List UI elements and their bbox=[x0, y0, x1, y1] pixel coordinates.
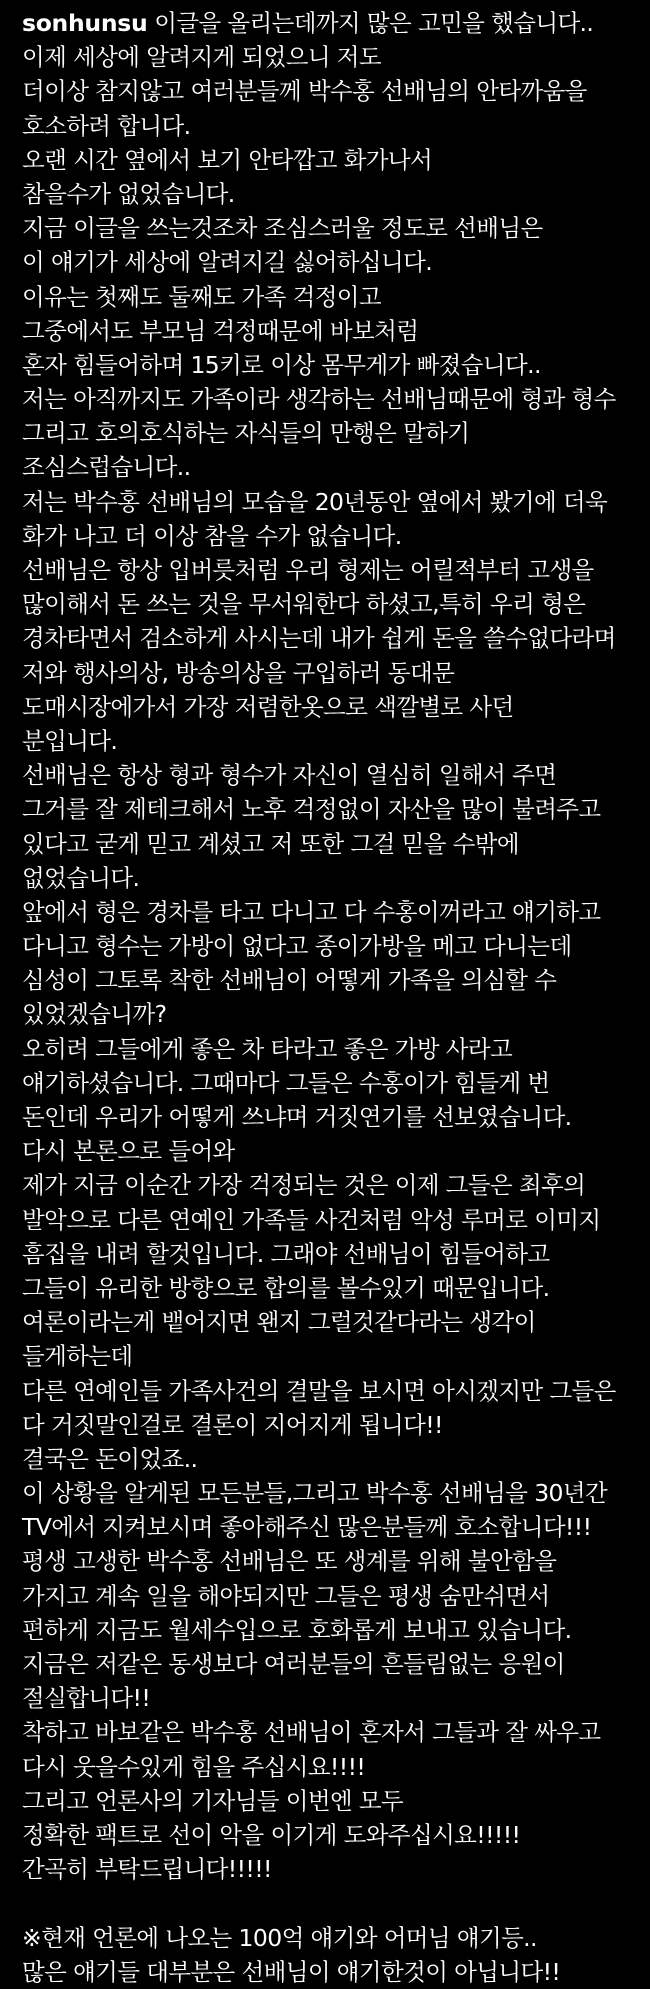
post-text-line: 평생 고생한 박수홍 선배님은 또 생계를 위해 불안함을 bbox=[22, 1547, 557, 1576]
post-text-line: 흠집을 내려 할것입니다. 그래야 선배님이 힘들어하고 bbox=[22, 1239, 550, 1268]
post-text-line: 화가 나고 더 이상 참을 수가 없습니다. bbox=[22, 521, 402, 550]
post-text-line: 경차타면서 검소하게 사시는데 내가 쉽게 돈을 쓸수없다라며 bbox=[22, 624, 616, 653]
post-text-line: 그중에서도 부모님 걱정때문에 바보처럼 bbox=[22, 316, 419, 345]
post-text-line: 조심스럽습니다.. bbox=[22, 453, 191, 482]
post-text-line: 다시 본론으로 들어와 bbox=[22, 1137, 235, 1166]
post-text-line: 앞에서 형은 경차를 타고 다니고 다 수홍이꺼라고 얘기하고 bbox=[22, 897, 601, 926]
post-text-line: 돈인데 우리가 어떻게 쓰냐며 거짓연기를 선보였습니다. bbox=[22, 1103, 572, 1131]
post-text-line: 이유는 첫째도 둘째도 가족 걱정이고 bbox=[22, 282, 381, 311]
post-text-line: 다니고 형수는 가방이 없다고 종이가방을 메고 다니는데 bbox=[22, 932, 572, 961]
post-text-line: 참을수가 없었습니다. bbox=[22, 179, 235, 208]
post-text-line: 있었겠습니까? bbox=[22, 1000, 167, 1029]
post-text-line: 다 거짓말인걸로 결론이 지어지게 됩니다!! bbox=[22, 1410, 443, 1439]
post-text-line: 이 얘기가 세상에 알려지길 싫어하십니다. bbox=[22, 248, 433, 277]
post-text bbox=[22, 40, 642, 1989]
post-text-line: 얘기하셨습니다. 그때마다 그들은 수홍이가 힘들게 번 bbox=[22, 1068, 550, 1097]
post-text-line: 절실합니다!! bbox=[22, 1684, 151, 1713]
post-text-line: 들게하는데 bbox=[22, 1342, 133, 1371]
post-text-line: 혼자 힘들어하며 15키로 이상 몸무게가 빠졌습니다.. bbox=[22, 350, 541, 379]
post-text-line: 저는 박수홍 선배님의 모습을 20년동안 옆에서 봤기에 더욱 bbox=[22, 487, 608, 516]
post-text-line: 더이상 참지않고 여러분들께 박수홍 선배님의 안타까움을 bbox=[22, 77, 587, 106]
post-text-line: 오랜 시간 옆에서 보기 안타깝고 화가나서 bbox=[22, 145, 433, 174]
post-text-line: 지금은 저같은 동생보다 여러분들의 흔들림없는 응원이 bbox=[22, 1650, 565, 1678]
post-text-line: 편하게 지금도 월세수입으로 호화롭게 보내고 있습니다. bbox=[22, 1615, 572, 1644]
post-text-line: 발악으로 다른 연예인 가족들 사건처럼 악성 루머로 이미지 bbox=[22, 1205, 601, 1234]
post-text-line: 결국은 돈이었죠.. bbox=[22, 1444, 198, 1473]
post-text-line: 여론이라는게 뱉어지면 왠지 그럴것같다라는 생각이 bbox=[22, 1308, 536, 1337]
post-text-line: 많은 얘기들 대부분은 선배님이 얘기한것이 아닙니다!! bbox=[22, 1957, 561, 1986]
post-text-line: 심성이 그토록 착한 선배님이 어떻게 가족을 의심할 수 bbox=[22, 966, 557, 995]
post-text-line: 선배님은 항상 형과 형수가 자신이 열심히 일해서 주면 bbox=[22, 761, 557, 790]
post-text-line: 있다고 굳게 믿고 계셨고 저 또한 그걸 믿을 수밖에 bbox=[22, 829, 519, 858]
post-text-line: 없었습니다. bbox=[22, 863, 140, 892]
post-text-line: 도매시장에가서 가장 저렴한옷으로 색깔별로 사던 bbox=[22, 692, 514, 721]
post-text-line: 그들이 유리한 방향으로 합의를 볼수있기 때문입니다. bbox=[22, 1273, 550, 1302]
post-text-line: 저와 행사의상, 방송의상을 구입하러 동대문 bbox=[22, 658, 455, 687]
post-body bbox=[22, 6, 642, 1989]
post-first-line bbox=[22, 6, 642, 40]
post-text-line: 지금 이글을 쓰는것조차 조심스러울 정도로 선배님은 bbox=[22, 214, 543, 243]
post-text-line: 저는 아직까지도 가족이라 생각하는 선배님때문에 형과 형수 bbox=[22, 385, 616, 414]
post-text-line: 그리고 호의호식하는 자식들의 만행은 말하기 bbox=[22, 419, 470, 448]
post-text-line: 많이해서 돈 쓰는 것을 무서워한다 하셨고,특히 우리 형은 bbox=[22, 590, 586, 619]
post-text-line: 착하고 바보같은 박수홍 선배님이 혼자서 그들과 잘 싸우고 bbox=[22, 1718, 601, 1747]
post-text-line: 그거를 잘 제테크해서 노후 걱정없이 자산을 많이 불려주고 bbox=[22, 795, 601, 824]
username[interactable]: sonhunsu bbox=[22, 9, 148, 37]
post-text-line: 다시 웃을수있게 힘을 주십시요!!!! bbox=[22, 1752, 366, 1781]
post-text-line: 다른 연예인들 가족사건의 결말을 보시면 아시겠지만 그들은 bbox=[22, 1376, 616, 1405]
post-text-line: 분입니다. bbox=[22, 726, 118, 755]
post-text-line: 이글을 올리는데까지 많은 고민을 했습니다.. bbox=[147, 9, 594, 37]
post-text-line: 그리고 언론사의 기자님들 이번엔 모두 bbox=[22, 1786, 404, 1815]
post-text-line: 이 상황을 알게된 모든분들,그리고 박수홍 선배님을 30년간 bbox=[22, 1479, 608, 1508]
post-text-line: 오히려 그들에게 좋은 차 타라고 좋은 가방 사라고 bbox=[22, 1034, 513, 1063]
post-text-line: 정확한 팩트로 선이 악을 이기게 도와주십시요!!!!! bbox=[22, 1820, 521, 1849]
blank-line bbox=[22, 1886, 642, 1920]
post-text-line: ※현재 언론에 나오는 100억 얘기와 어머님 얘기등.. bbox=[22, 1923, 537, 1952]
post-text-line: 호소하려 합니다. bbox=[22, 111, 191, 140]
post-text-line: 제가 지금 이순간 가장 걱정되는 것은 이제 그들은 최후의 bbox=[22, 1171, 586, 1200]
post-text-line: 간곡히 부탁드립니다!!!!! bbox=[22, 1855, 272, 1884]
post-text-line: 선배님은 항상 입버릇처럼 우리 형제는 어릴적부터 고생을 bbox=[22, 556, 594, 584]
post-text-line: 이제 세상에 알려지게 되었으니 저도 bbox=[22, 43, 381, 72]
post-text-line: 가지고 계속 일을 해야되지만 그들은 평생 숨만쉬면서 bbox=[22, 1581, 550, 1610]
post-text-line: TV에서 지켜보시며 좋아해주신 많은분들께 호소합니다!!! bbox=[22, 1513, 592, 1542]
